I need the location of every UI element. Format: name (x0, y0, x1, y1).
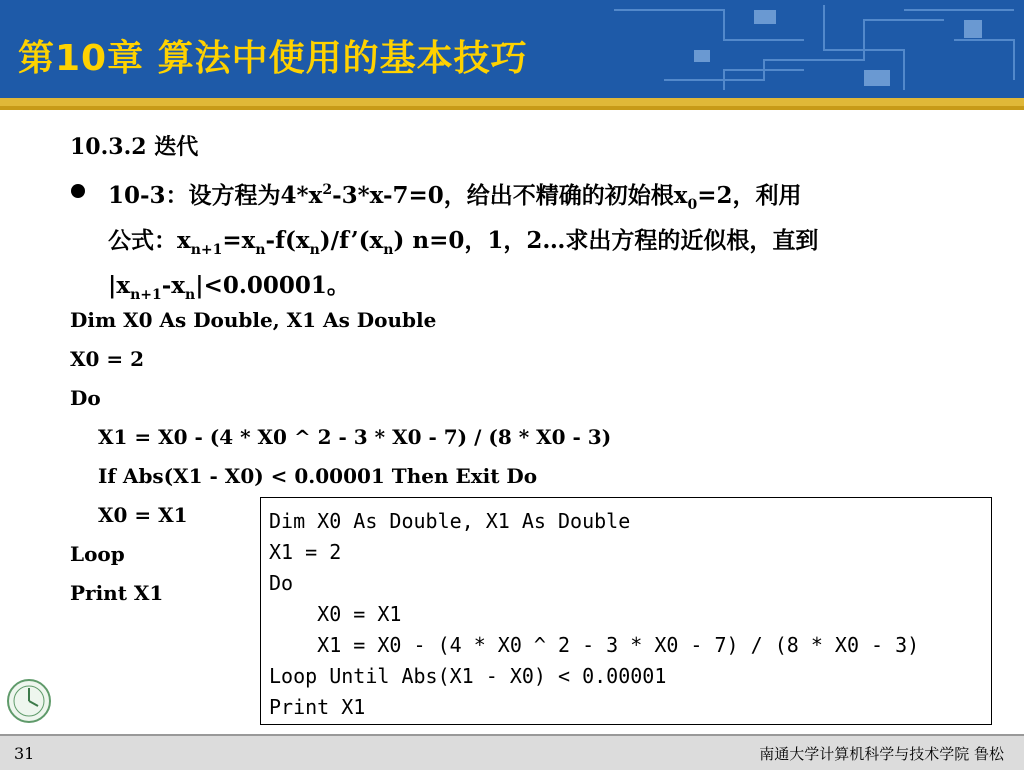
header-divider (0, 98, 1024, 106)
section-heading: 10.3.2 迭代 (70, 134, 199, 160)
university-logo-icon (6, 678, 52, 724)
code-box-line: X0 = X1 (269, 602, 402, 626)
problem-line-2: 公式：$x_{n+1}=x_n-f(x_n)/f’(x_n)$ n=0，1，2…求出方程的近似根，直到 (108, 227, 819, 258)
code-line: Loop (70, 542, 125, 566)
header-divider-shadow (0, 106, 1024, 110)
code-line: If Abs(X1 - X0) < 0.00001 Then Exit Do (98, 464, 538, 488)
page-number: 31 (14, 744, 35, 763)
bullet-icon (71, 184, 85, 198)
code-line: X0 = 2 (70, 347, 145, 371)
circuit-board-decoration (604, 0, 1024, 98)
problem-line-1: 10-3：设方程为$4*x^2-3*x-7=0$，给出不精确的初始根$x_0=2$，利用 (108, 182, 802, 213)
alternative-code-box (260, 497, 992, 725)
code-line: X0 = X1 (98, 503, 188, 527)
code-line: Print X1 (70, 581, 164, 605)
problem-line-3: $|x_{n+1}-x_n|<0.00001$。 (108, 272, 350, 303)
code-line: X1 = X0 - (4 * X0 ^ 2 - 3 * X0 - 7) / (8 * X0 - 3) (98, 425, 612, 449)
code-box-line: Do (269, 571, 294, 595)
footer-credit: 南通大学计算机科学与技术学院 鲁松 (759, 745, 1004, 763)
code-box-line: Dim X0 As Double, X1 As Double (269, 509, 631, 533)
code-box-line: X1 = X0 - (4 * X0 ^ 2 - 3 * X0 - 7) / (8 * X0 - 3) (269, 633, 920, 657)
code-line: Do (70, 386, 101, 410)
slide-header (0, 0, 1024, 98)
code-line: Dim X0 As Double, X1 As Double (70, 308, 437, 332)
problem-statement (108, 172, 1008, 313)
code-box-line: Loop Until Abs(X1 - X0) < 0.00001 (269, 664, 667, 688)
code-box-line: X1 = 2 (269, 540, 342, 564)
page-title: 第10章 算法中使用的基本技巧 (18, 38, 528, 79)
code-box-line: Print X1 (269, 695, 366, 719)
